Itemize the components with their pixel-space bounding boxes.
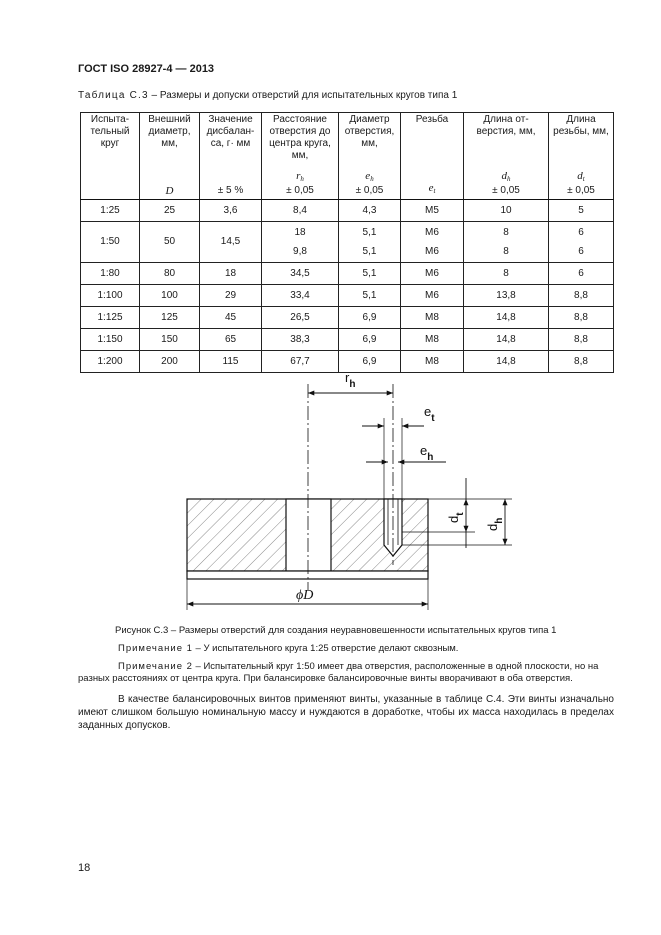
column-symbol: $d_t$ (577, 170, 585, 183)
table-cell: 150 (140, 329, 200, 351)
cell-value: M6 (425, 246, 439, 257)
table-cell: 29 (200, 285, 262, 307)
note-1 (118, 643, 618, 655)
cell-value: M8 (425, 312, 439, 323)
cell-value: M8 (425, 334, 439, 345)
cell-value: M6 (425, 227, 439, 238)
column-symbol: $e_h$ (365, 170, 374, 183)
cell-value: 8,8 (574, 334, 588, 345)
cell-value: 38,3 (290, 334, 310, 345)
cell-value: 6 (578, 227, 584, 238)
table-cell: 125 (140, 307, 200, 329)
column-tolerance: ± 0,05 (286, 185, 314, 196)
note-1-text: – У испытательного круга 1:25 отверстие делают сквозным. (192, 643, 459, 654)
figure-caption: Рисунок С.3 – Размеры отверстий для создания неуравновешенности испытательных кругов типа 1 (115, 625, 557, 636)
column-tolerance: ± 0,05 (355, 185, 384, 196)
note-1-label: Примечание 1 (118, 643, 193, 654)
cell-value: 8 (503, 227, 509, 238)
cell-value: 6,9 (362, 334, 377, 345)
column-header-label: Расстояние отверстия до центра круга, мм, (269, 114, 331, 161)
column-header-label: Длина резьбы, мм, (553, 114, 609, 137)
label-eh: $e_h$ (420, 443, 434, 463)
cell-value: 5,1 (362, 246, 377, 257)
column-tolerance: ± 0,05 (567, 185, 595, 196)
label-dh: $d_h$ (485, 517, 505, 531)
table-cell: 14,5 (200, 222, 262, 263)
document-header: ГОСТ ISO 28927-4 — 2013 (78, 63, 215, 75)
column-symbol: $r_h$ (296, 170, 304, 183)
cell-value: M8 (425, 356, 439, 367)
table-cell: 25 (140, 200, 200, 222)
cell-value: 33,4 (290, 290, 310, 301)
table-cell: 1:50 (81, 222, 140, 263)
table-cell: 3,6 (200, 200, 262, 222)
cell-value: 26,5 (290, 312, 310, 323)
column-symbol: D (165, 185, 174, 197)
cell-value: 5 (578, 205, 584, 216)
cell-value: 4,3 (362, 205, 377, 216)
column-header-label: Резьба (415, 114, 449, 125)
table-cell: 45 (200, 307, 262, 329)
column-tolerance: ± 0,05 (492, 185, 520, 196)
cell-value: M5 (425, 205, 439, 216)
cell-value: 8,8 (574, 290, 588, 301)
cell-value: 6 (578, 268, 584, 279)
table-cell: 1:125 (81, 307, 140, 329)
cell-value: 8 (503, 246, 509, 257)
page-number: 18 (78, 862, 91, 874)
wheel-base-plate (187, 571, 428, 579)
cell-value: 6,9 (362, 356, 377, 367)
cell-value: 6 (578, 246, 584, 257)
label-dt: $d_t$ (446, 512, 466, 523)
body-paragraph: В качестве балансировочных винтов применяют винты, указанные в таблице С.4. Эти винты изначально имеют слишком большую номинальную массу и нуждаются в доработке, чтобы их масса находилась в пределах заданных допусков. (78, 694, 614, 731)
cell-value: 14,8 (496, 356, 516, 367)
note-2-label: Примечание 2 (118, 661, 193, 672)
table-cell: 65 (200, 329, 262, 351)
column-header-label: Диаметр отверстия, мм, (344, 114, 395, 149)
cell-value: M6 (425, 290, 439, 301)
cell-value: 6,9 (362, 312, 377, 323)
column-header-label: Испыта-тельный круг (90, 114, 130, 149)
table-cell: 50 (140, 222, 200, 263)
table-caption-label: Таблица С.3 (78, 90, 149, 101)
cell-value: 67,7 (290, 356, 310, 367)
center-bore (286, 499, 331, 571)
table-cell: 1:100 (81, 285, 140, 307)
cell-value: 9,8 (293, 246, 307, 257)
column-header-label: Внешний диаметр, мм, (148, 114, 191, 149)
cell-value: 8 (503, 268, 509, 279)
cell-value: 8,8 (574, 312, 588, 323)
label-et: $e_t$ (424, 404, 435, 424)
table-cell: 80 (140, 263, 200, 285)
table-cell: 1:200 (81, 351, 140, 373)
column-header-label: Значение дисбалан-са, г· мм (206, 114, 255, 149)
cell-value: 8,8 (574, 356, 588, 367)
cell-value: 5,1 (362, 290, 377, 301)
table-cell: 100 (140, 285, 200, 307)
table-caption-text: – Размеры и допуски отверстий для испытательных кругов типа 1 (148, 90, 458, 101)
cell-value: 5,1 (362, 227, 377, 238)
table-cell: 1:25 (81, 200, 140, 222)
column-header-label: Длина от-верстия, мм, (476, 114, 536, 137)
cell-value: 8,4 (293, 205, 307, 216)
column-symbol: $e_t$ (428, 182, 436, 195)
note-2-text: – Испытательный круг 1:50 имеет два отверстия, расположенные в одной плоскости, но на разных расстояниях от центра круга. При балансировке балансировочные винты вворачивают в оба отверстия. (78, 661, 599, 684)
table-cell: 1:80 (81, 263, 140, 285)
table-cell: 18 (200, 263, 262, 285)
table-cell: 200 (140, 351, 200, 373)
cell-value: 5,1 (362, 268, 377, 279)
cell-value: M6 (425, 268, 439, 279)
cell-value: 18 (294, 227, 306, 238)
cell-value: 14,8 (496, 334, 516, 345)
cell-value: 34,5 (290, 268, 310, 279)
cell-value: 10 (500, 205, 512, 216)
column-tolerance: ± 5 % (217, 185, 244, 196)
label-rh: $r_h$ (345, 370, 356, 390)
table-cell: 115 (200, 351, 262, 373)
cell-value: 13,8 (496, 290, 516, 301)
column-symbol: $d_h$ (501, 170, 511, 183)
table-cell: 1:150 (81, 329, 140, 351)
label-diameter: ϕD (296, 588, 314, 603)
cell-value: 14,8 (496, 312, 516, 323)
note-2 (78, 661, 614, 685)
